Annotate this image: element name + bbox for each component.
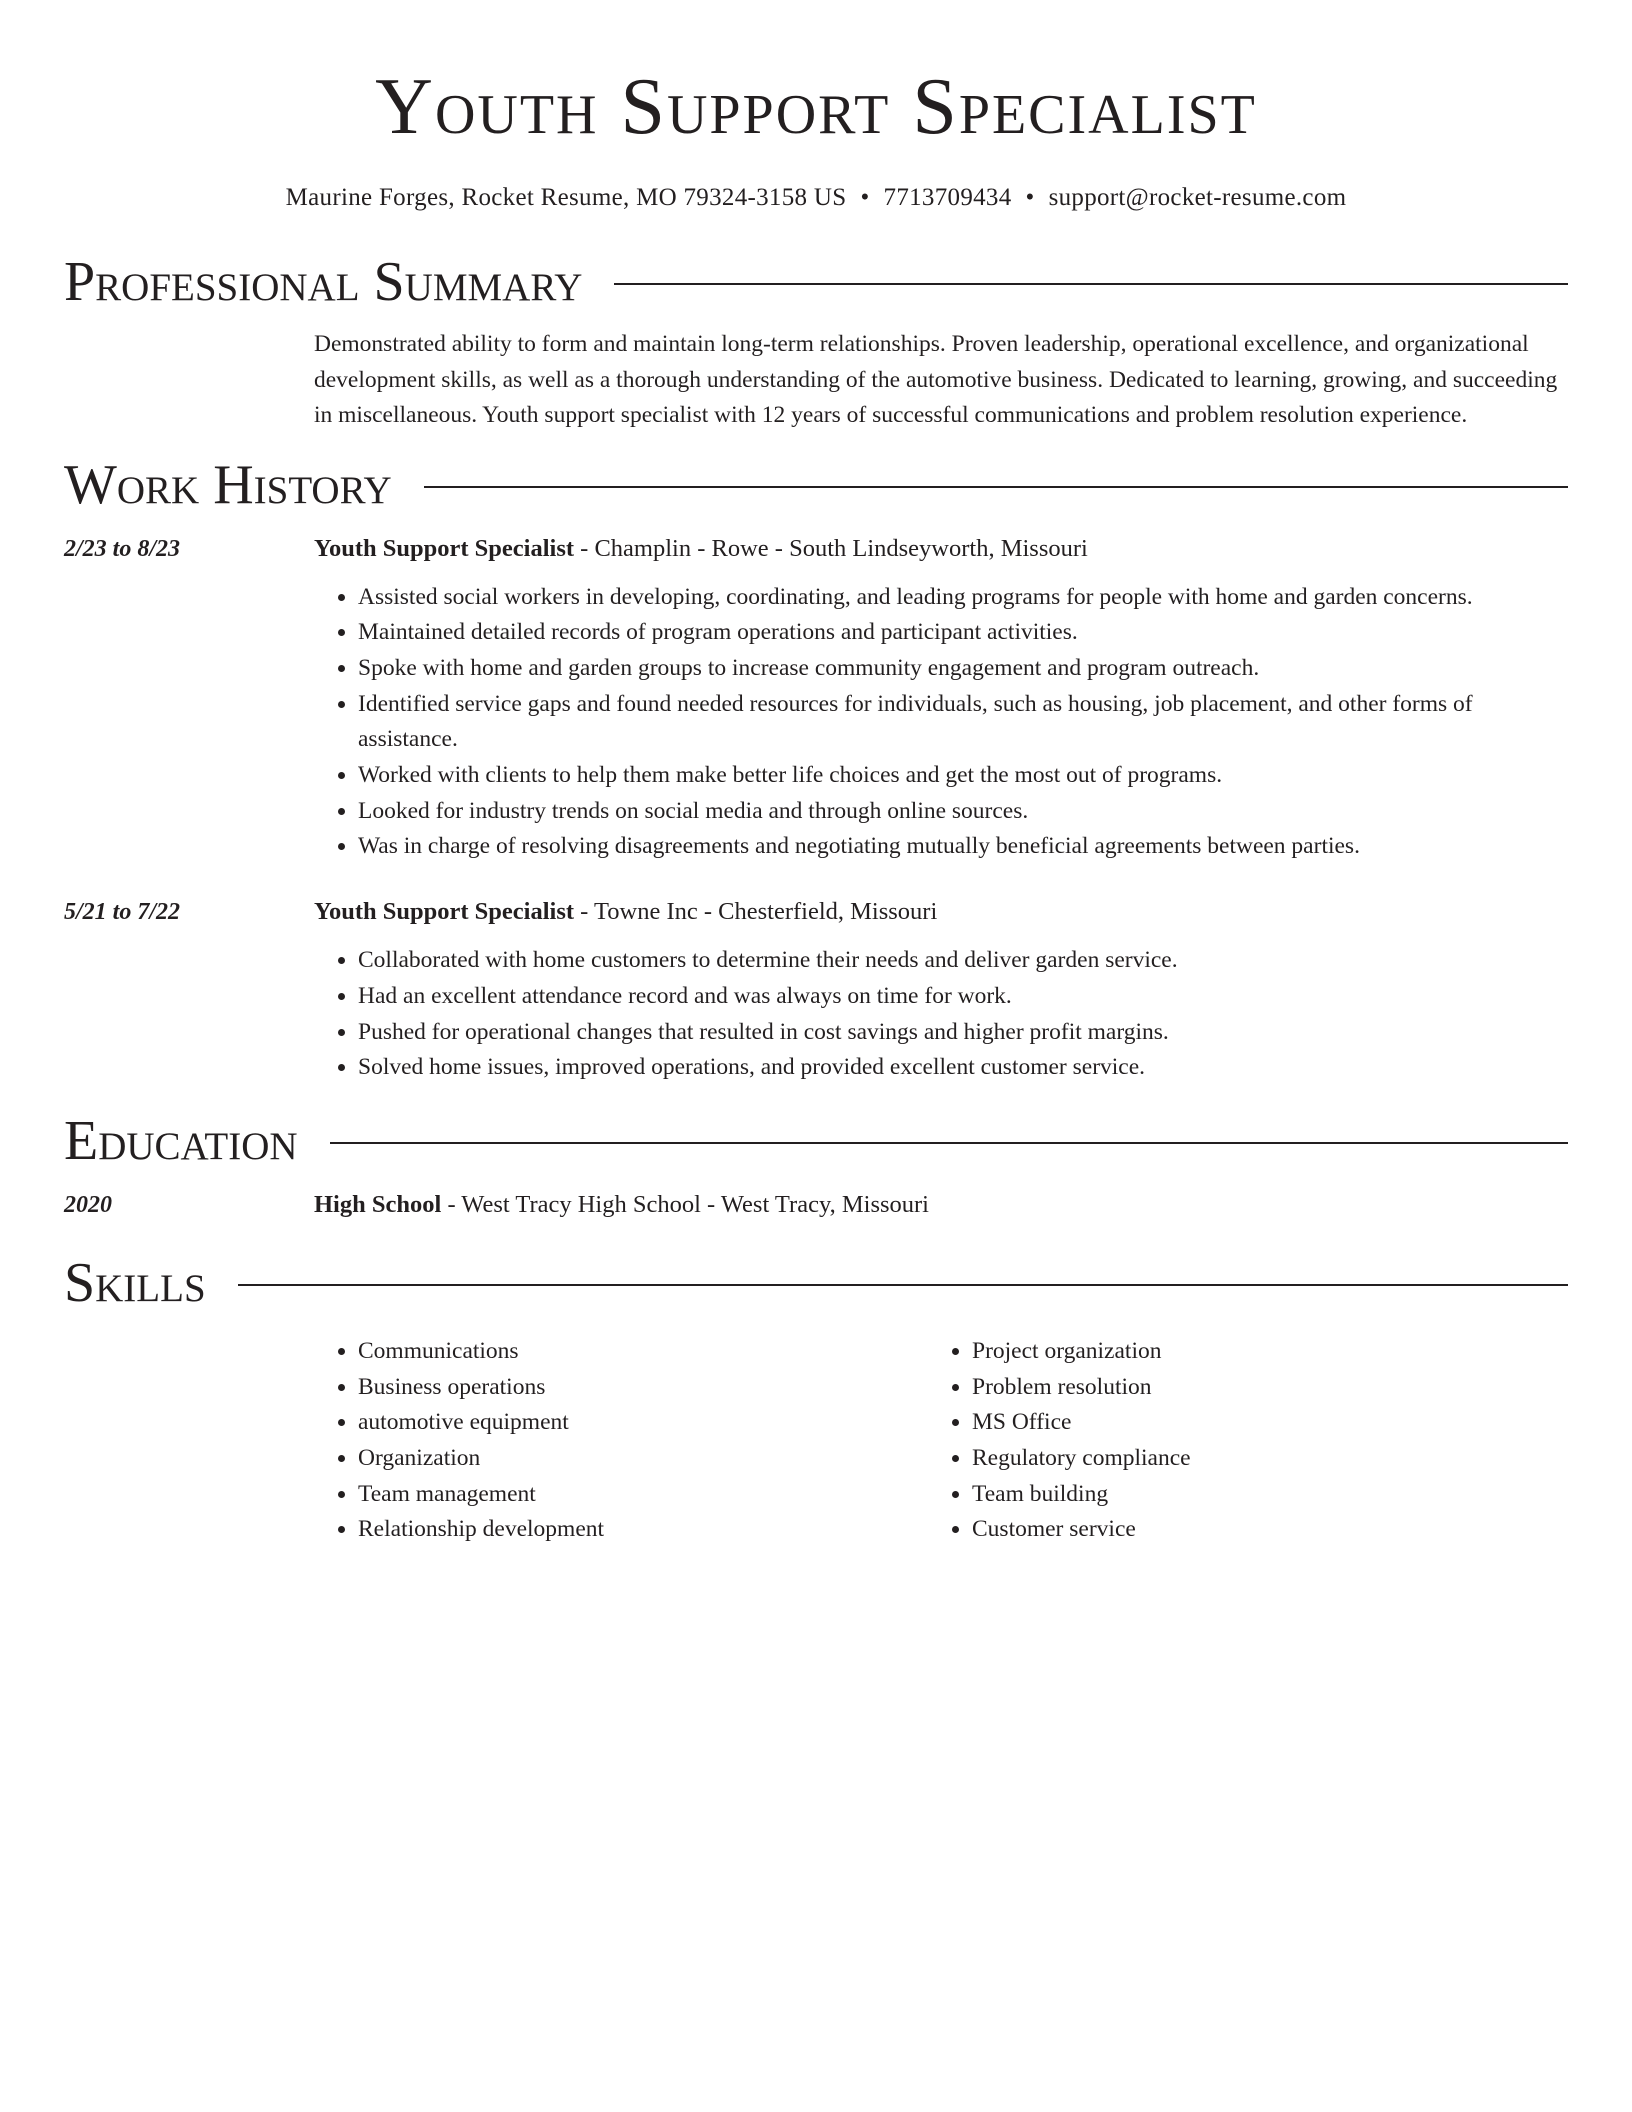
skill-item: • Team building <box>972 1477 1542 1513</box>
job-role: Youth Support Specialist <box>314 898 575 926</box>
list-item: • Solved home issues, improved operations, and provided excellent customer service. <box>358 1050 1568 1086</box>
summary-text: Demonstrated ability to form and maintain long-term relationships. Proven leadership, operational excellence, and organizational development skills, as well as a thorough understanding of the automotive business. Dedicated to learning, growing, and succeeding in miscellaneous. Youth support specialist with 12 years of successful communications and problem resolution experience. <box>314 331 1558 428</box>
skills-list <box>314 1334 1568 1548</box>
job-details: - Towne Inc - Chesterfield, Missouri <box>574 898 938 926</box>
list-item: • Was in charge of resolving disagreements and negotiating mutually beneficial agreements between parties. <box>358 829 1568 865</box>
bullet-separator: • <box>860 184 870 211</box>
skill-item: • MS Office <box>972 1405 1542 1441</box>
list-item: • Spoke with home and garden groups to increase community engagement and program outreach. <box>358 651 1568 687</box>
resume-page <box>64 0 1568 1548</box>
education-degree: High School <box>314 1190 442 1218</box>
bullet-separator: • <box>1025 184 1035 211</box>
job-bullets <box>314 580 1568 866</box>
skill-item: • Communications <box>358 1334 928 1370</box>
skill-item: • Regulatory compliance <box>972 1441 1542 1477</box>
section-title: Education <box>64 1109 298 1172</box>
education-entry <box>64 1188 1568 1222</box>
skill-item: • Business operations <box>358 1370 928 1406</box>
skills-column-left <box>314 1334 928 1548</box>
skill-item: • automotive equipment <box>358 1405 928 1441</box>
job-title-line <box>314 895 1568 929</box>
list-item: • Maintained detailed records of program operations and participant activities. <box>358 615 1568 651</box>
education-title-line <box>314 1188 1568 1222</box>
job-body <box>314 895 1568 1086</box>
contact-line <box>64 182 1568 214</box>
list-item: • Identified service gaps and found needed resources for individuals, such as housing, job placement, and other forms of assistance. <box>358 687 1568 758</box>
skills-column-right <box>928 1334 1542 1548</box>
list-item: • Collaborated with home customers to determine their needs and deliver garden service. <box>358 943 1568 979</box>
job-entry <box>64 895 1568 1086</box>
job-role: Youth Support Specialist <box>314 534 575 562</box>
job-bullets <box>314 943 1568 1086</box>
section-divider <box>330 1142 1568 1144</box>
list-item: • Looked for industry trends on social media and through online sources. <box>358 794 1568 830</box>
contact-phone: 7713709434 <box>883 184 1012 211</box>
section-divider <box>614 283 1568 285</box>
job-body <box>314 532 1568 866</box>
section-divider <box>238 1284 1568 1286</box>
job-title-line <box>314 532 1568 566</box>
skill-item: • Customer service <box>972 1512 1542 1548</box>
education-section-header <box>64 1106 1568 1176</box>
list-item: • Pushed for operational changes that resulted in cost savings and higher profit margins. <box>358 1015 1568 1051</box>
job-entry <box>64 532 1568 866</box>
summary-section-header <box>64 247 1568 317</box>
skill-item: • Organization <box>358 1441 928 1477</box>
resume-title: Youth Support Specialist <box>375 63 1257 151</box>
job-dates: 2/23 to 8/23 <box>64 535 181 562</box>
section-divider <box>424 486 1568 488</box>
education-body <box>314 1188 1568 1222</box>
section-title: Work History <box>64 453 392 516</box>
skill-item: • Team management <box>358 1477 928 1513</box>
section-title: Skills <box>64 1251 206 1314</box>
education-details: - West Tracy High School - West Tracy, Missouri <box>441 1190 929 1218</box>
list-item: • Worked with clients to help them make better life choices and get the most out of programs. <box>358 758 1568 794</box>
skill-item: • Relationship development <box>358 1512 928 1548</box>
education-year: 2020 <box>64 1191 112 1218</box>
list-item: • Assisted social workers in developing, coordinating, and leading programs for people with home and garden concerns. <box>358 580 1568 616</box>
skill-item: • Project organization <box>972 1334 1542 1370</box>
list-item: • Had an excellent attendance record and was always on time for work. <box>358 979 1568 1015</box>
skills-section-header <box>64 1248 1568 1318</box>
work-section-header <box>64 450 1568 520</box>
skill-item: • Problem resolution <box>972 1370 1542 1406</box>
section-title: Professional Summary <box>64 251 583 313</box>
contact-email: support@rocket-resume.com <box>1048 184 1347 211</box>
job-dates: 5/21 to 7/22 <box>64 899 181 926</box>
contact-address: Maurine Forges, Rocket Resume, MO 79324-3158 US <box>285 184 847 211</box>
job-details: - Champlin - Rowe - South Lindseyworth, Missouri <box>574 534 1088 562</box>
